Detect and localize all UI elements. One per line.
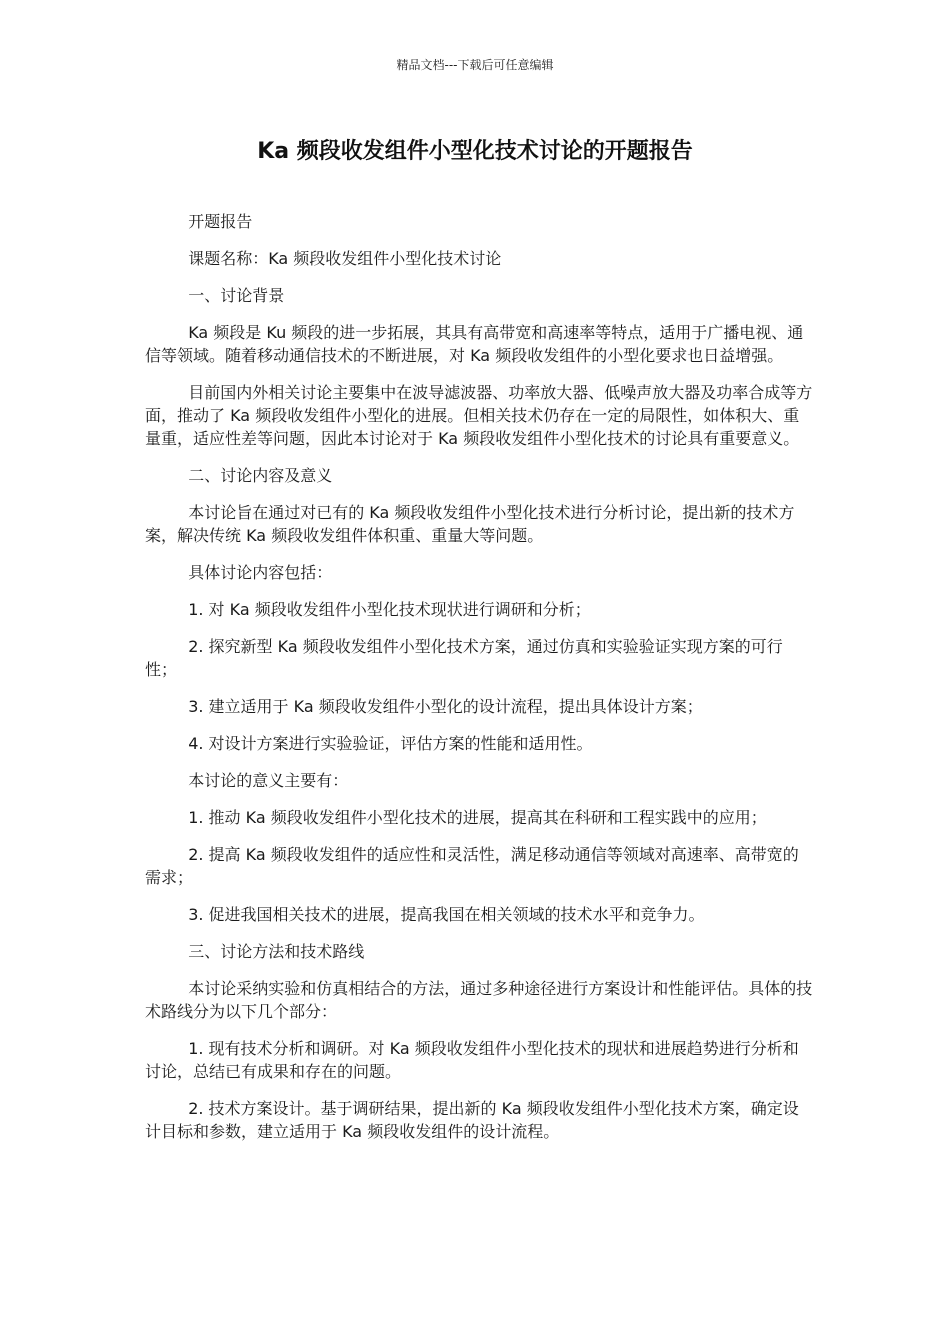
list-item-content-1: 1. 对 Ka 频段收发组件小型化技术现状进行调研和分析； bbox=[188, 600, 591, 619]
list-item-method-1: 1. 现有技术分析和调研。对 Ka 频段收发组件小型化技术的现状和进展趋势进行分析和讨论，总结已有成果和存在的问题。 bbox=[145, 1039, 799, 1081]
paragraph-background-2: 目前国内外相关讨论主要集中在波导滤波器、功率放大器、低噪声放大器及功率合成等方面，推动了 Ka 频段收发组件小型化的进展。但相关技术仍存在一定的局限性，如体积大、重量重，适应性差等问题，因此本讨论对于 Ka 频段收发组件小型化技术的讨论具有重要意义。 bbox=[145, 383, 813, 448]
section-heading-content: 二、讨论内容及意义 bbox=[188, 466, 333, 485]
section-heading-background: 一、讨论背景 bbox=[188, 286, 285, 305]
document-title: Ka 频段收发组件小型化技术讨论的开题报告 bbox=[257, 139, 693, 164]
list-item-content-2: 2. 探究新型 Ka 频段收发组件小型化技术方案，通过仿真和实验验证实现方案的可行性； bbox=[145, 637, 783, 679]
paragraph-content-intro: 本讨论旨在通过对已有的 Ka 频段收发组件小型化技术进行分析讨论，提出新的技术方案，解决传统 Ka 频段收发组件体积重、重量大等问题。 bbox=[145, 503, 795, 545]
list-item-significance-1: 1. 推动 Ka 频段收发组件小型化技术的进展，提高其在科研和工程实践中的应用； bbox=[188, 808, 767, 827]
list-item-content-4: 4. 对设计方案进行实验验证，评估方案的性能和适用性。 bbox=[188, 734, 593, 753]
paragraph-report-label: 开题报告 bbox=[188, 212, 253, 231]
page-header: 精品文档---下载后可任意编辑 bbox=[396, 58, 554, 72]
section-heading-method: 三、讨论方法和技术路线 bbox=[188, 942, 365, 961]
list-item-significance-3: 3. 促进我国相关技术的进展，提高我国在相关领域的技术水平和竞争力。 bbox=[188, 905, 705, 924]
document-body bbox=[145, 210, 813, 1157]
paragraph-significance-label: 本讨论的意义主要有： bbox=[188, 771, 349, 790]
paragraph-content-list-label: 具体讨论内容包括： bbox=[188, 563, 333, 582]
list-item-content-3: 3. 建立适用于 Ka 频段收发组件小型化的设计流程，提出具体设计方案； bbox=[188, 697, 703, 716]
list-item-method-2: 2. 技术方案设计。基于调研结果，提出新的 Ka 频段收发组件小型化技术方案，确定设计目标和参数，建立适用于 Ka 频段收发组件的设计流程。 bbox=[145, 1099, 799, 1141]
paragraph-topic-name: 课题名称：Ka 频段收发组件小型化技术讨论 bbox=[188, 249, 502, 268]
paragraph-method-intro: 本讨论采纳实验和仿真相结合的方法，通过多种途径进行方案设计和性能评估。具体的技术路线分为以下几个部分： bbox=[145, 979, 813, 1021]
paragraph-background-1: Ka 频段是 Ku 频段的进一步拓展，其具有高带宽和高速率等特点，适用于广播电视、通信等领域。随着移动通信技术的不断进展，对 Ka 频段收发组件的小型化要求也日益增强。 bbox=[145, 323, 804, 365]
list-item-significance-2: 2. 提高 Ka 频段收发组件的适应性和灵活性，满足移动通信等领域对高速率、高带宽的需求； bbox=[145, 845, 799, 887]
